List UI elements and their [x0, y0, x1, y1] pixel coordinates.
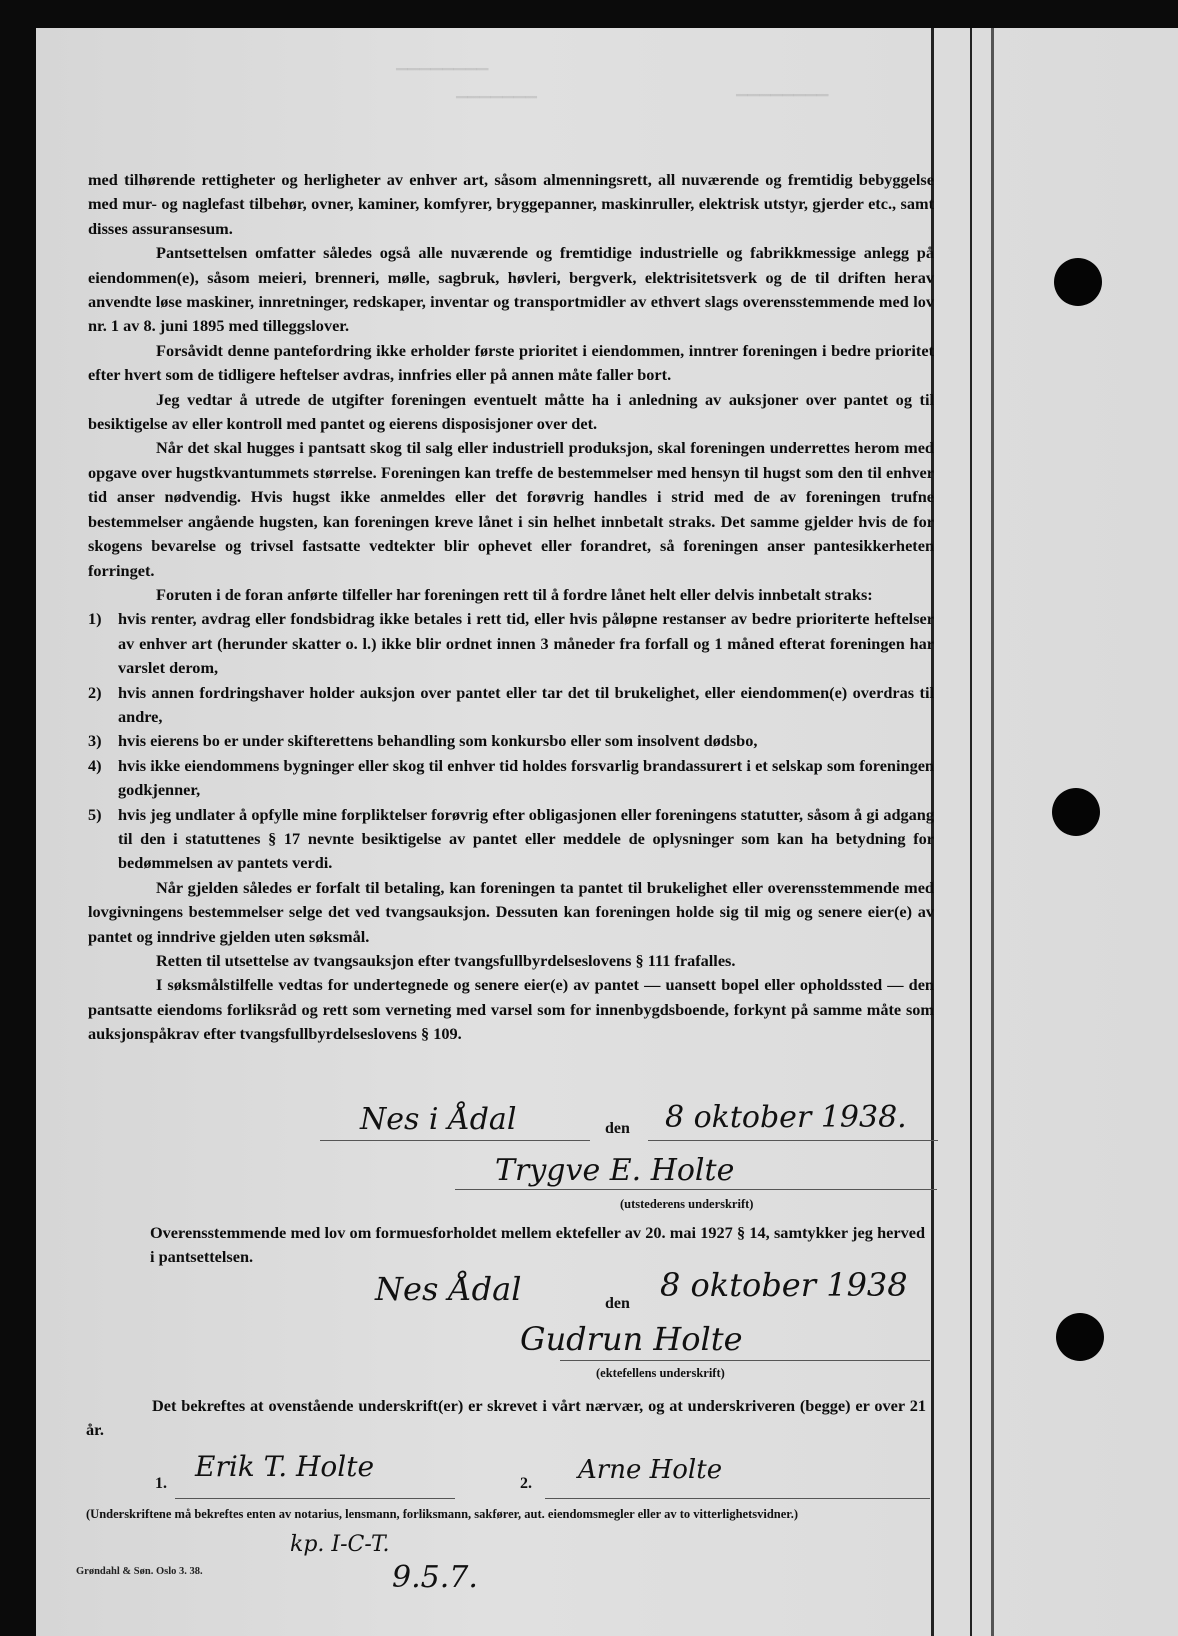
list-number: 4) [88, 755, 102, 775]
list-number: 1) [88, 609, 102, 629]
handwritten-place: Nes i Ådal [360, 1102, 517, 1137]
paragraph: I søksmålstilfelle vedtas for undertegnede og senere eier(e) av pantet — uansett bopel eller opholdssted — den pantsatte eiendoms forliksråd og rett som verneting med varsel som for innenbygdsboende, forkynt på samme måte som auksjonspåkrav efter tvangsfullbyrdelseslovens § 109. [88, 975, 934, 1044]
list-number: 5) [88, 804, 102, 824]
list-text: hvis annen fordringshaver holder auksjon over pantet eller tar det til brukelighet, eller eiendommen(e) overdras til andre, [118, 682, 934, 726]
list-text: hvis jeg undlater å opfylle mine forpliktelser forøvrig efter obligasjonen eller foreningens statutter, såsom å gi adgang til den i statuttenes § 17 nevnte besiktigelse av pantet eller meddele de oplysninger som kan ha betydning for bedømmelsen av pantets verdi. [118, 804, 934, 873]
paragraph: Foruten i de foran anførte tilfeller har foreningen rett til å fordre lånet helt eller delvis innbetalt straks: [156, 584, 873, 604]
witness-note: (Underskriftene må bekreftes enten av notarius, lensmann, forliksmann, sakfører, aut. eiendomsmegler eller av to vitterlighetsvidner.) [86, 1507, 798, 1521]
witness-number: 1. [155, 1475, 167, 1492]
paragraph: Når det skal hugges i pantsatt skog til salg eller industriell produksjon, skal foreningen underrettes herom med opgave over hugstkvantummets størrelse. Foreningen kan treffe de bestemmelser med hensyn til hugst som den til enhver tid anser nødvendig. Hvis hugst ikke anmeldes eller det forøvrig handles i strid med de av foreningen trufne bestemmelser angående hugsten, kan foreningen kreve lånet i sin helhet innbetalt straks. Det samme gjelder hvis de for skogens bevarelse og trivsel fastsatte vedtekter blir ophevet eller forandret, så foreningen anser pantesikkerheten forringet. [88, 438, 934, 580]
list-item [88, 681, 934, 730]
den-label: den [605, 1120, 630, 1137]
binder-hole [1054, 258, 1102, 306]
list-item [88, 729, 934, 753]
binder-hole [1052, 788, 1100, 836]
signature-caption: (ektefellens underskrift) [596, 1366, 725, 1380]
handwritten-annotation: kp. I-C-T. [290, 1532, 390, 1557]
den-label: den [605, 1295, 630, 1312]
list-text: hvis eierens bo er under skifterettens behandling som konkursbo eller som insolvent dødsbo, [118, 731, 758, 751]
binder-hole [1056, 1313, 1104, 1361]
handwritten-date: 8 oktober 1938 [660, 1266, 908, 1304]
paragraph: Jeg vedtar å utrede de utgifter foreningen eventuelt måtte ha i anledning av auksjoner over pantet og til besiktigelse av eller kontroll med pantet og eierens disposisjoner over det. [88, 389, 934, 434]
paragraph: Pantsettelsen omfatter således også alle nuværende og fremtidige industrielle og fabrikkmessige anlegg på eiendommen(e), såsom meieri, brenneri, mølle, sagbruk, høvleri, bergverk, elektrisitetsverk og de til driften herav anvendte løse maskiner, innretninger, redskaper, inventar og transportmidler av ethvert slags overensstemmende med lov nr. 1 av 8. juni 1895 med tilleggslover. [88, 243, 934, 336]
margin-rule [970, 28, 972, 1636]
handwritten-signature: Gudrun Holte [520, 1320, 743, 1358]
paragraph: Forsåvidt denne pantefordring ikke erholder første prioritet i eiendommen, inntrer foreningen i bedre prioritet efter hvert som de tidligere heftelser avdras, innfries eller på annen måte faller bort. [88, 340, 934, 385]
list-number: 3) [88, 731, 102, 751]
list-number: 2) [88, 682, 102, 702]
mortgage-terms-text [88, 168, 934, 1047]
handwritten-annotation: 9.5.7. [392, 1560, 478, 1595]
bleed-through-text: ▔▔▔▔▔▔▔ [456, 98, 537, 114]
place-line [320, 1140, 590, 1141]
witness-statement: Det bekreftes at ovenstående underskrift(er) er skrevet i vårt nærvær, og at underskriveren (begge) er over 21 år. [86, 1396, 926, 1440]
handwritten-signature: Trygve E. Holte [495, 1153, 735, 1188]
list-text: hvis renter, avdrag eller fondsbidrag ikke betales i rett tid, eller hvis påløpne restanser av bedre prioriterte heftelser av enhver art (herunder skatter o. l.) ikke blir ordnet innen 3 måneder fra forfall og 1 måned efterat foreningen har varslet derom, [118, 609, 934, 678]
bleed-through-text: ▔▔▔▔▔▔▔▔ [396, 70, 489, 86]
spouse-consent-text: Overensstemmende med lov om formuesforholdet mellem ektefeller av 20. mai 1927 § 14, samtykker jeg herved i pantsettelsen. [150, 1223, 925, 1267]
bleed-through-text: ▔▔▔▔▔▔▔▔ [736, 96, 829, 112]
paragraph: Når gjelden således er forfalt til betaling, kan foreningen ta pantet til brukelighet eller overensstemmende med lovgivningens bestemmelser selge det ved tvangsauksjon. Dessuten kan foreningen holde sig til mig og senere eier(e) av pantet og inndrive gjelden uten søksmål. [88, 877, 934, 946]
handwritten-witness-signature: Erik T. Holte [195, 1450, 375, 1483]
list-item [88, 754, 934, 803]
date-line [648, 1140, 938, 1141]
witness-number: 2. [520, 1475, 532, 1492]
list-item [88, 607, 934, 680]
signature-caption: (utstederens underskrift) [620, 1197, 754, 1211]
handwritten-place: Nes Ådal [375, 1270, 522, 1308]
paragraph: Retten til utsettelse av tvangsauksjon efter tvangsfullbyrdelseslovens § 111 frafalles. [156, 951, 736, 970]
signature-line [545, 1498, 930, 1499]
handwritten-witness-signature: Arne Holte [578, 1455, 723, 1485]
list-text: hvis ikke eiendommens bygninger eller skog til enhver tid holdes forsvarlig brandassurert i et selskap som foreningen godkjenner, [118, 755, 934, 800]
margin-rule [991, 28, 994, 1636]
list-item [88, 803, 934, 876]
signature-line [560, 1360, 930, 1361]
signature-line [455, 1189, 937, 1190]
signature-line [175, 1498, 455, 1499]
paragraph: med tilhørende rettigheter og herligheter av enhver art, såsom almenningsrett, all nuværende og fremtidig bebyggelse med mur- og naglefast tilbehør, ovner, kaminer, komfyrer, bryggepanner, maskinruller, elektrisk utstyr, gjerder etc., samt disses assuransesum. [88, 170, 934, 238]
printer-imprint: Grøndahl & Søn. Oslo 3. 38. [76, 1566, 203, 1577]
handwritten-date: 8 oktober 1938. [665, 1100, 907, 1135]
